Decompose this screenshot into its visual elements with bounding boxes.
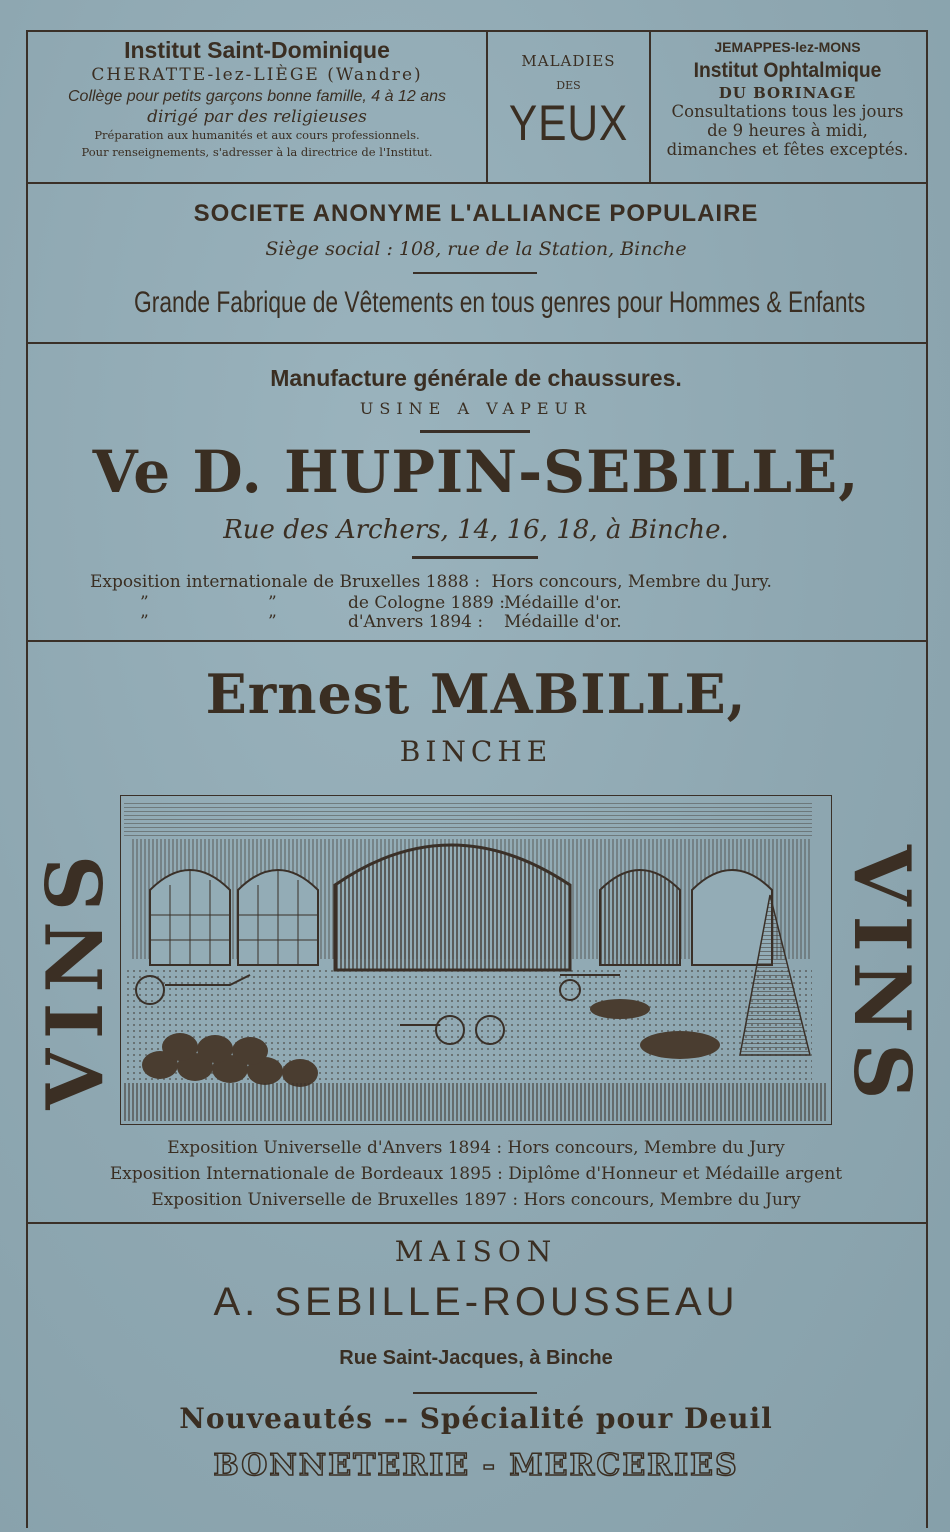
alliance-tagline: Grande Fabrique de Vêtements en tous genres pour Hommes & Enfants [134,286,866,319]
hupin-line1: Manufacture générale de chaussures. [270,365,682,391]
mabille-expo-2: Exposition Internationale de Bordeaux 1895 : Diplôme d'Honneur et Médaille argent [109,1164,843,1184]
ophtal-line5: de 9 heures à midi, [707,121,868,140]
maladies-word: MALADIES [521,52,616,70]
hupin-expo-3-value: Médaille d'or. [504,612,622,632]
sebille-rule [413,1392,537,1394]
hupin-rule-bottom [412,556,538,559]
institut-saint-dominique-ad [28,36,486,161]
ophtal-title: Institut Ophtalmique [693,59,882,82]
hupin-expo-3-ditto-b: ” [268,612,277,632]
hupin-expo-1-value: Hors concours, Membre du Jury. [491,572,772,592]
hupin-expo-2-ditto-b: ” [268,593,277,613]
alliance-rule [413,272,537,274]
institut-location: CHERATTE-lez-LIÈGE (Wandre) [91,65,423,85]
divider-1 [26,182,926,184]
ophtal-location: JEMAPPES-lez-MONS [714,39,861,55]
hupin-name-prefix: Ve [92,438,172,506]
hupin-expo-3-label: d'Anvers 1894 : [348,612,484,632]
alliance-title: SOCIETE ANONYME L'ALLIANCE POPULAIRE [193,200,759,227]
institut-line1: Collège pour petits garçons bonne famille, 4 à 12 ans [67,88,446,105]
divider-4 [26,1222,926,1224]
hupin-expo-row-3 [140,612,622,632]
institut-line2: dirigé par des religieuses [147,107,367,127]
ophtal-line4: Consultations tous les jours [671,102,904,121]
hupin-address: Rue des Archers, 14, 16, 18, à Binche. [223,515,729,545]
sebille-address: Rue Saint-Jacques, à Binche [339,1347,613,1369]
hupin-name-text: D. HUPIN-SEBILLE, [192,438,860,506]
divider-3 [26,640,926,642]
hupin-expo-2-ditto-a: ” [140,593,149,613]
hupin-expo-row-1 [90,572,772,592]
arch-3 [600,870,680,965]
vins-left: VINS [30,845,121,1110]
vins-right: VINS [836,845,927,1110]
mabille-city: BINCHE [399,735,553,768]
engraving-base [124,1083,828,1121]
yeux-word: YEUX [508,95,629,151]
hupin-line2: USINE A VAPEUR [359,399,593,418]
ophtal-line6: dimanches et fêtes exceptés. [666,140,909,159]
institut-title: Institut Saint-Dominique [124,37,390,63]
des-word: DES [556,79,581,92]
engraving-wall-band [124,803,812,839]
institut-line3: Préparation aux humanités et aux cours professionnels. [94,128,420,142]
institut-ophtalmique-ad [651,36,924,159]
sebille-tagline: Nouveautés -- Spécialité pour Deuil [179,1402,773,1435]
hupin-expo-2-value: Médaille d'or. [504,593,622,613]
mabille-expo-1: Exposition Universelle d'Anvers 1894 : Hors concours, Membre du Jury [167,1138,785,1158]
institut-line4: Pour renseignements, s'adresser à la directrice de l'Institut. [81,145,433,159]
hupin-expo-1-label: Exposition internationale de Bruxelles 1888 : [90,572,481,592]
hupin-expo-row-2 [140,593,622,613]
hupin-name [26,438,926,506]
mabille-expo-3: Exposition Universelle de Bruxelles 1897 : Hors concours, Membre du Jury [151,1190,801,1210]
sebille-name: A. SEBILLE-ROUSSEAU [213,1280,739,1324]
alliance-address: Siège social : 108, rue de la Station, Binche [265,238,687,260]
hupin-expo-2-label: de Cologne 1889 : [348,593,505,613]
sebille-footer: BONNETERIE - MERCERIES [213,1448,739,1483]
sebille-maison: MAISON [394,1235,558,1268]
mabille-name: Ernest MABILLE, [205,662,747,726]
hupin-rule-top [420,430,530,433]
ophtal-borinage: DU BORINAGE [718,84,857,102]
arch-central [335,845,570,970]
divider-2 [26,342,926,344]
wine-cellar-engraving [120,795,832,1125]
maladies-des-yeux-ad [488,46,649,150]
hupin-expo-3-ditto-a: ” [140,612,149,632]
